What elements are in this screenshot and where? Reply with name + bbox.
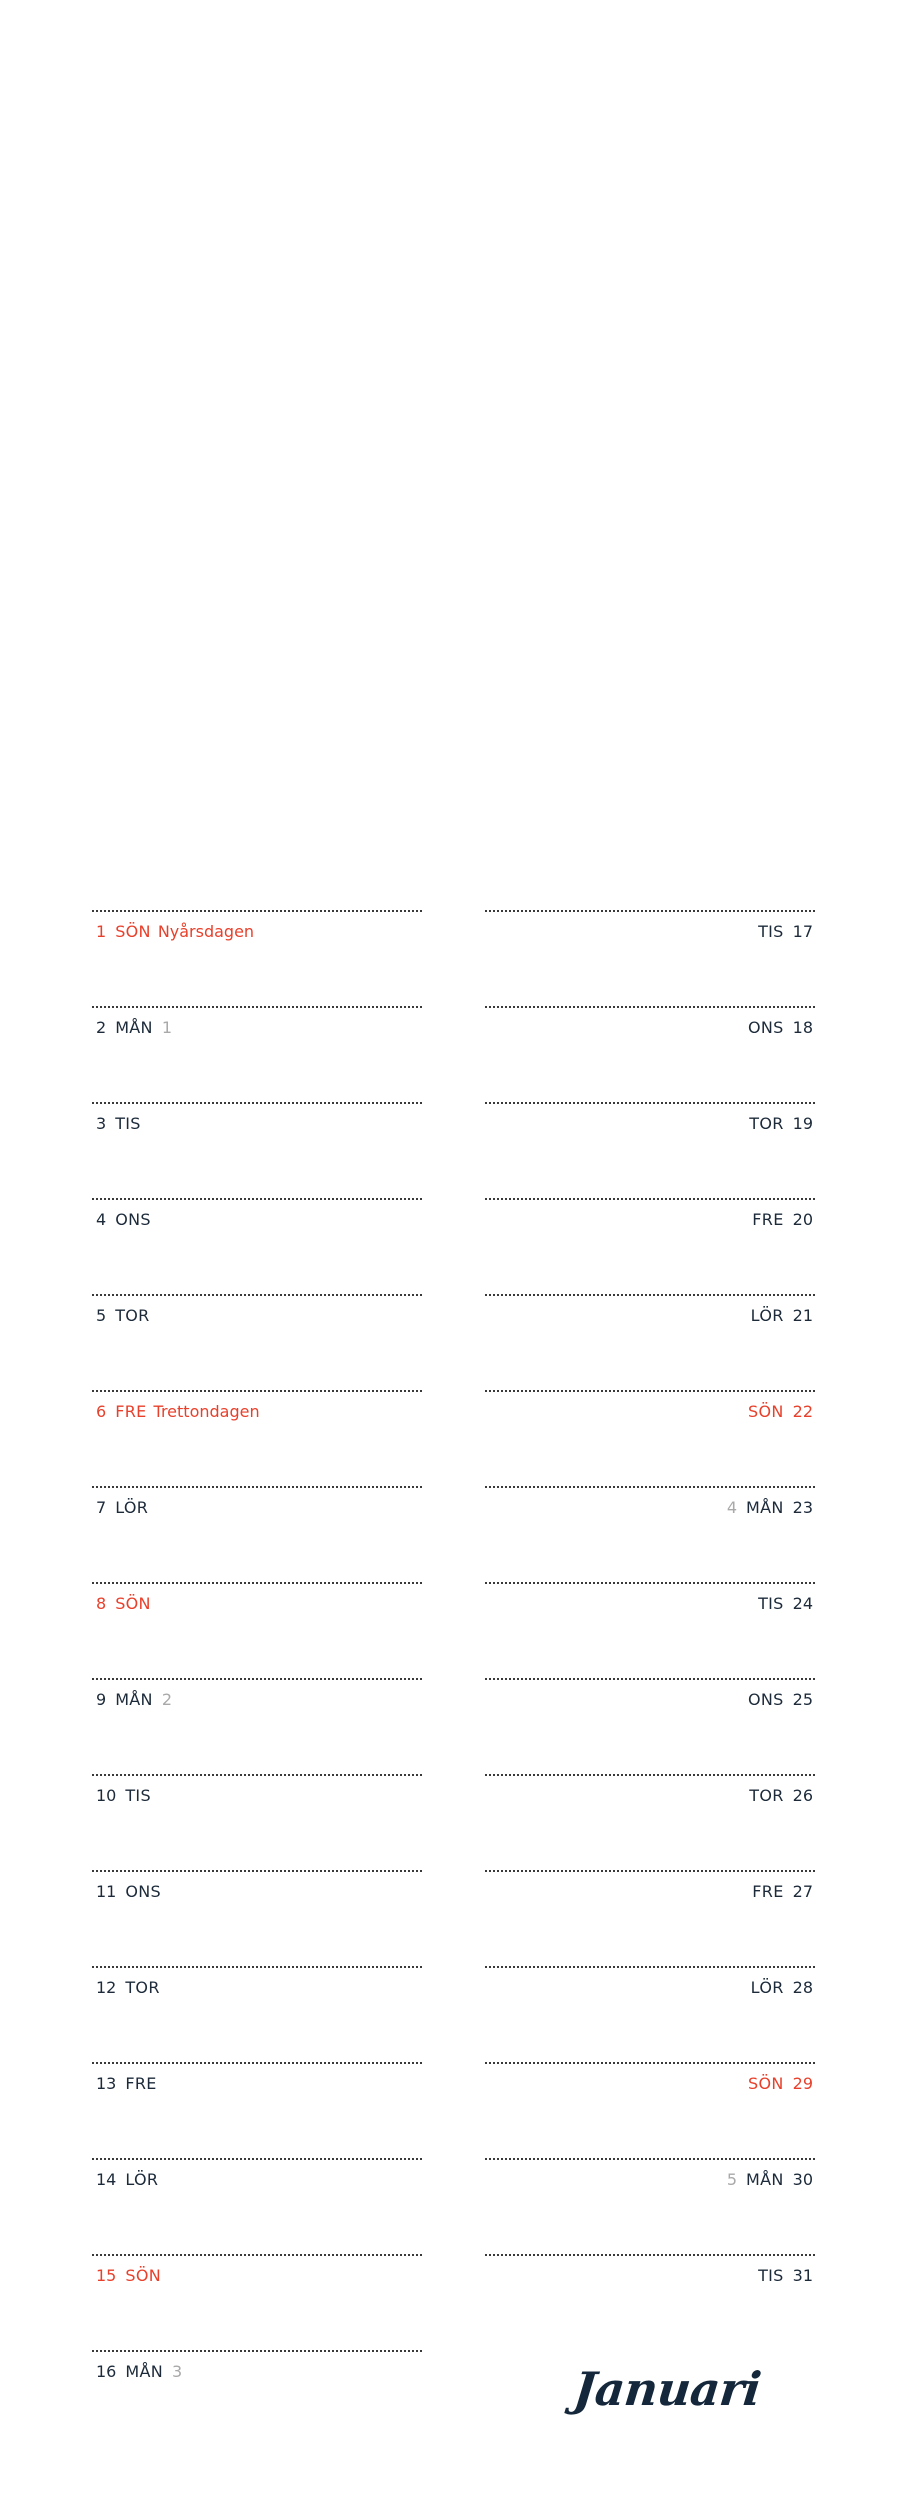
- weekday: ONS: [748, 1690, 784, 1709]
- day-number: 10: [96, 1786, 117, 1805]
- day-row[interactable]: [485, 1486, 815, 1582]
- day-number: 9: [96, 1690, 107, 1709]
- day-row[interactable]: [485, 1006, 815, 1102]
- day-label: [96, 2362, 182, 2382]
- weekday: FRE: [752, 1210, 784, 1229]
- left-day-column: [92, 910, 422, 2446]
- day-number: 23: [792, 1498, 813, 1517]
- day-row[interactable]: [92, 1390, 422, 1486]
- day-number: 5: [96, 1306, 107, 1325]
- weekday: LÖR: [125, 2170, 159, 2189]
- day-row[interactable]: [92, 1870, 422, 1966]
- day-label: [96, 1690, 172, 1710]
- day-number: 7: [96, 1498, 107, 1517]
- day-number: 16: [96, 2362, 117, 2381]
- weekday: LÖR: [750, 1306, 784, 1325]
- day-label: [748, 1690, 813, 1710]
- day-row[interactable]: [485, 1774, 815, 1870]
- day-row[interactable]: [485, 910, 815, 1006]
- day-number: 13: [96, 2074, 117, 2093]
- day-number: 12: [96, 1978, 117, 1997]
- day-row[interactable]: [485, 1966, 815, 2062]
- right-day-column: [485, 910, 815, 2350]
- day-label: [96, 2266, 161, 2286]
- day-number: 6: [96, 1402, 107, 1421]
- holiday-name: Nyårsdagen: [157, 922, 255, 941]
- weekday: TIS: [758, 1594, 784, 1613]
- day-row[interactable]: [92, 2254, 422, 2350]
- day-label: [758, 1594, 813, 1614]
- day-row[interactable]: [92, 2158, 422, 2254]
- day-row[interactable]: [92, 1198, 422, 1294]
- weekday: LÖR: [115, 1498, 149, 1517]
- weekday: MÅN: [746, 2170, 784, 2189]
- day-row[interactable]: [485, 2062, 815, 2158]
- weekday: MÅN: [115, 1018, 153, 1037]
- day-row[interactable]: [485, 1870, 815, 1966]
- day-number: 11: [96, 1882, 117, 1901]
- week-number: 5: [726, 2170, 738, 2189]
- day-label: [748, 1018, 813, 1038]
- weekday: TIS: [758, 922, 784, 941]
- weekday: ONS: [115, 1210, 151, 1229]
- day-label: [748, 2074, 813, 2094]
- day-label: [751, 1306, 813, 1326]
- day-row[interactable]: [92, 2062, 422, 2158]
- day-number: 20: [792, 1210, 813, 1229]
- day-label: [96, 1882, 161, 1902]
- day-label: [749, 1786, 813, 1806]
- day-row[interactable]: [485, 1102, 815, 1198]
- day-number: 4: [96, 1210, 107, 1229]
- day-label: [96, 1018, 172, 1038]
- day-row[interactable]: [485, 1198, 815, 1294]
- weekday: TOR: [749, 1114, 784, 1133]
- day-row[interactable]: [485, 1678, 815, 1774]
- weekday: FRE: [125, 2074, 157, 2093]
- day-number: 3: [96, 1114, 107, 1133]
- weekday: MÅN: [125, 2362, 163, 2381]
- day-label: [96, 1594, 151, 1614]
- day-row[interactable]: [92, 1966, 422, 2062]
- day-number: 15: [96, 2266, 117, 2285]
- day-label: [96, 2170, 158, 2190]
- weekday: FRE: [752, 1882, 784, 1901]
- week-number: 3: [171, 2362, 183, 2381]
- day-label: [96, 1498, 148, 1518]
- day-number: 28: [792, 1978, 813, 1997]
- weekday: LÖR: [750, 1978, 784, 1997]
- day-row[interactable]: [92, 1486, 422, 1582]
- weekday: TOR: [115, 1306, 150, 1325]
- weekday: TOR: [125, 1978, 160, 1997]
- day-number: 17: [792, 922, 813, 941]
- day-label: [752, 1210, 813, 1230]
- day-label: [758, 2266, 813, 2286]
- weekday: MÅN: [746, 1498, 784, 1517]
- day-number: 2: [96, 1018, 107, 1037]
- day-label: [96, 1786, 151, 1806]
- day-number: 14: [96, 2170, 117, 2189]
- day-row[interactable]: [92, 1102, 422, 1198]
- day-label: [752, 1882, 813, 1902]
- day-row[interactable]: [485, 1582, 815, 1678]
- day-number: 1: [96, 922, 107, 941]
- day-row[interactable]: [92, 1006, 422, 1102]
- weekday: SÖN: [115, 1594, 151, 1613]
- day-number: 27: [792, 1882, 813, 1901]
- day-label: [96, 1114, 141, 1134]
- blank-image-area: [0, 0, 910, 900]
- weekday: MÅN: [115, 1690, 153, 1709]
- day-row[interactable]: [485, 1294, 815, 1390]
- day-row[interactable]: [485, 2254, 815, 2350]
- day-label: [749, 1114, 813, 1134]
- day-row[interactable]: [485, 2158, 815, 2254]
- day-label: [96, 1402, 260, 1422]
- week-number: 1: [161, 1018, 172, 1037]
- day-number: 24: [792, 1594, 813, 1613]
- day-label: [758, 922, 813, 942]
- day-number: 22: [792, 1402, 813, 1421]
- day-number: 29: [792, 2074, 813, 2093]
- weekday: ONS: [125, 1882, 161, 1901]
- month-title: Januari: [571, 2362, 764, 2416]
- day-number: 8: [96, 1594, 107, 1613]
- weekday: SÖN: [115, 922, 151, 941]
- day-row[interactable]: [92, 1774, 422, 1870]
- day-number: 26: [792, 1786, 813, 1805]
- day-number: 25: [792, 1690, 813, 1709]
- day-number: 18: [792, 1018, 813, 1037]
- day-number: 21: [792, 1306, 813, 1325]
- day-label: [751, 1978, 813, 1998]
- day-row[interactable]: [485, 1390, 815, 1486]
- week-number: 4: [726, 1498, 738, 1517]
- day-label: [727, 2170, 813, 2190]
- day-row[interactable]: [92, 2350, 422, 2446]
- weekday: TOR: [749, 1786, 784, 1805]
- day-label: [96, 1210, 151, 1230]
- day-number: 19: [792, 1114, 813, 1133]
- day-row[interactable]: [92, 1678, 422, 1774]
- weekday: SÖN: [748, 2074, 784, 2093]
- day-number: 31: [792, 2266, 813, 2285]
- day-label: [96, 2074, 157, 2094]
- day-label: [96, 922, 254, 942]
- week-number: 2: [161, 1690, 172, 1709]
- day-row[interactable]: [92, 1582, 422, 1678]
- day-label: [727, 1498, 813, 1518]
- weekday: ONS: [748, 1018, 784, 1037]
- weekday: SÖN: [748, 1402, 784, 1421]
- weekday: TIS: [758, 2266, 784, 2285]
- holiday-name: Trettondagen: [153, 1402, 260, 1421]
- weekday: TIS: [115, 1114, 141, 1133]
- day-row[interactable]: [92, 1294, 422, 1390]
- day-label: [96, 1978, 160, 1998]
- day-label: [96, 1306, 150, 1326]
- day-number: 30: [792, 2170, 813, 2189]
- weekday: FRE: [115, 1402, 147, 1421]
- weekday: TIS: [125, 1786, 151, 1805]
- weekday: SÖN: [125, 2266, 161, 2285]
- day-label: [748, 1402, 813, 1422]
- day-row[interactable]: [92, 910, 422, 1006]
